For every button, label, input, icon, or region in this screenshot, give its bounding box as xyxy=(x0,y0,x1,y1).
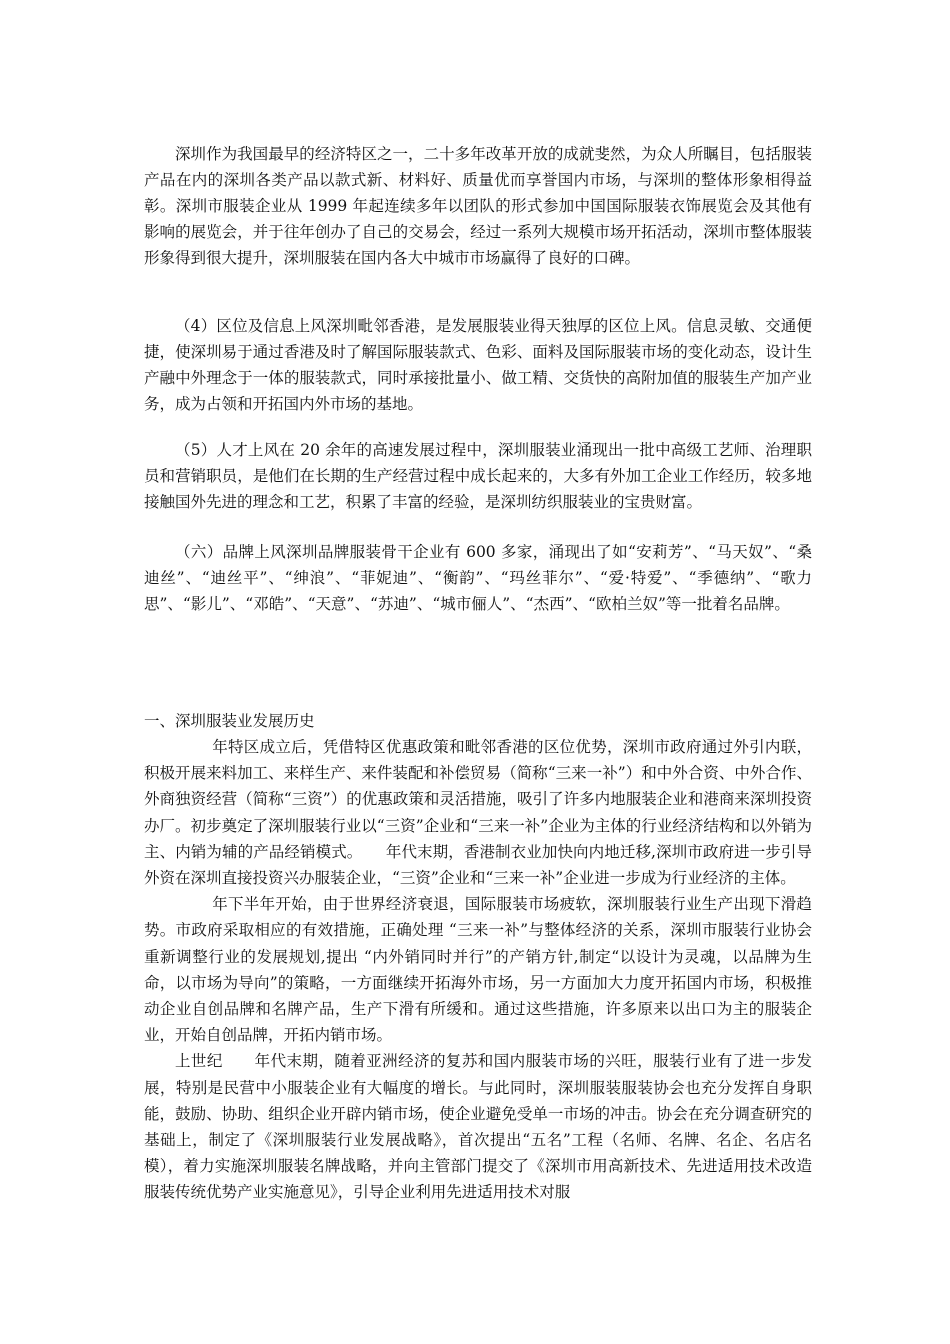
history-paragraph-1: 年特区成立后，凭借特区优惠政策和毗邻香港的区位优势，深圳市政府通过外引内联，积极开展来料加工、来样生产、来件装配和补偿贸易（简称“三来一补”）和中外合资、中外合作、外商独资经营（简称“三资”）的优惠政策和灵活措施，吸引了许多内地服装企业和港商来深圳投资办厂。初步奠定了深圳服装行业以“三资”企业和“三来一补”企业为主体的行业经济结构和以外销为主、内销为辅的产品经销模式。 年代末期，香港制衣业加快向内地迁移,深圳市政府进一步引导外资在深圳直接投资兴办服装企业，“三资”企业和“三来一补”企业进一步成为行业经济的主体。 xyxy=(144,738,812,888)
point-6-paragraph: （六）品牌上风深圳品牌服装骨干企业有 600 多家，涌现出了如“安莉芳”、“马天奴”、“桑迪丝”、“迪丝平”、“绅浪”、“菲妮迪”、“衡韵”、“玛丝菲尔”、“爱·特爱”、“季德纳”、“歌力思”、“影儿”、“邓皓”、“天意”、“苏迪”、“城市俪人”、“杰西”、“欧柏兰奴”等一批着名品牌。 xyxy=(144,543,812,613)
intro-paragraph: 深圳作为我国最早的经济特区之一，二十多年改革开放的成就斐然，为众人所瞩目，包括服装产品在内的深圳各类产品以款式新、材料好、质量优而享誉国内市场，与深圳的整体形象相得益彰。深圳市服装企业从 1999 年起连续多年以团队的形式参加中国国际服装衣饰展览会及其他有影响的展览会，并于往年创办了自己的交易会，经过一系列大规模市场开拓活动，深圳市整体服装形象得到很大提升，深圳服装在国内各大中城市市场赢得了良好的口碑。 xyxy=(144,145,812,267)
history-heading: 一、深圳服装业发展历史 xyxy=(144,712,315,730)
history-paragraph-3: 上世纪 年代末期，随着亚洲经济的复苏和国内服装市场的兴旺，服装行业有了进一步发展，特别是民营中小服装企业有大幅度的增长。与此同时，深圳服装服装协会也充分发挥自身职能，鼓励、协助、组织企业开辟内销市场，使企业避免受单一市场的冲击。协会在充分调查研究的基础上，制定了《深圳服装行业发展战略》，首次提出“五名”工程（名师、名牌、名企、名店名模），着力实施深圳服装名牌战略，并向主管部门提交了《深圳市用高新技术、先进适用技术改造服装传统优势产业实施意见》，引导企业利用先进适用技术对服 xyxy=(144,1052,812,1202)
history-section xyxy=(144,708,812,1206)
point-4-paragraph: （4）区位及信息上风深圳毗邻香港，是发展服装业得天独厚的区位上风。信息灵敏、交通便捷，使深圳易于通过香港及时了解国际服装款式、色彩、面料及国际服装市场的变化动态，设计生产融中外理念于一体的服装款式，同时承接批量小、做工精、交货快的高附加值的服装生产加产业务，成为占领和开拓国内外市场的基地。 xyxy=(144,317,812,413)
point-5-paragraph: （5）人才上风在 20 余年的高速发展过程中，深圳服装业涌现出一批中高级工艺师、治理职员和营销职员，是他们在长期的生产经营过程中成长起来的，大多有外加工企业工作经历，较多地接触国外先进的理念和工艺，积累了丰富的经验，是深圳纺织服装业的宝贵财富。 xyxy=(144,441,812,511)
history-paragraph-2: 年下半年开始，由于世界经济衰退，国际服装市场疲软，深圳服装行业生产出现下滑趋势。市政府采取相应的有效措施，正确处理 “三来一补”与整体经济的关系，深圳市服装行业协会重新调整行业的发展规划,提出 “内外销同时并行”的产销方针,制定“以设计为灵魂，以品牌为生命，以市场为导向”的策略，一方面继续开拓海外市场，另一方面加大力度开拓国内市场，积极推动企业自创品牌和名牌产品，生产下滑有所缓和。通过这些措施，许多原来以出口为主的服装企业，开始自创品牌，开拓内销市场。 xyxy=(144,895,812,1045)
